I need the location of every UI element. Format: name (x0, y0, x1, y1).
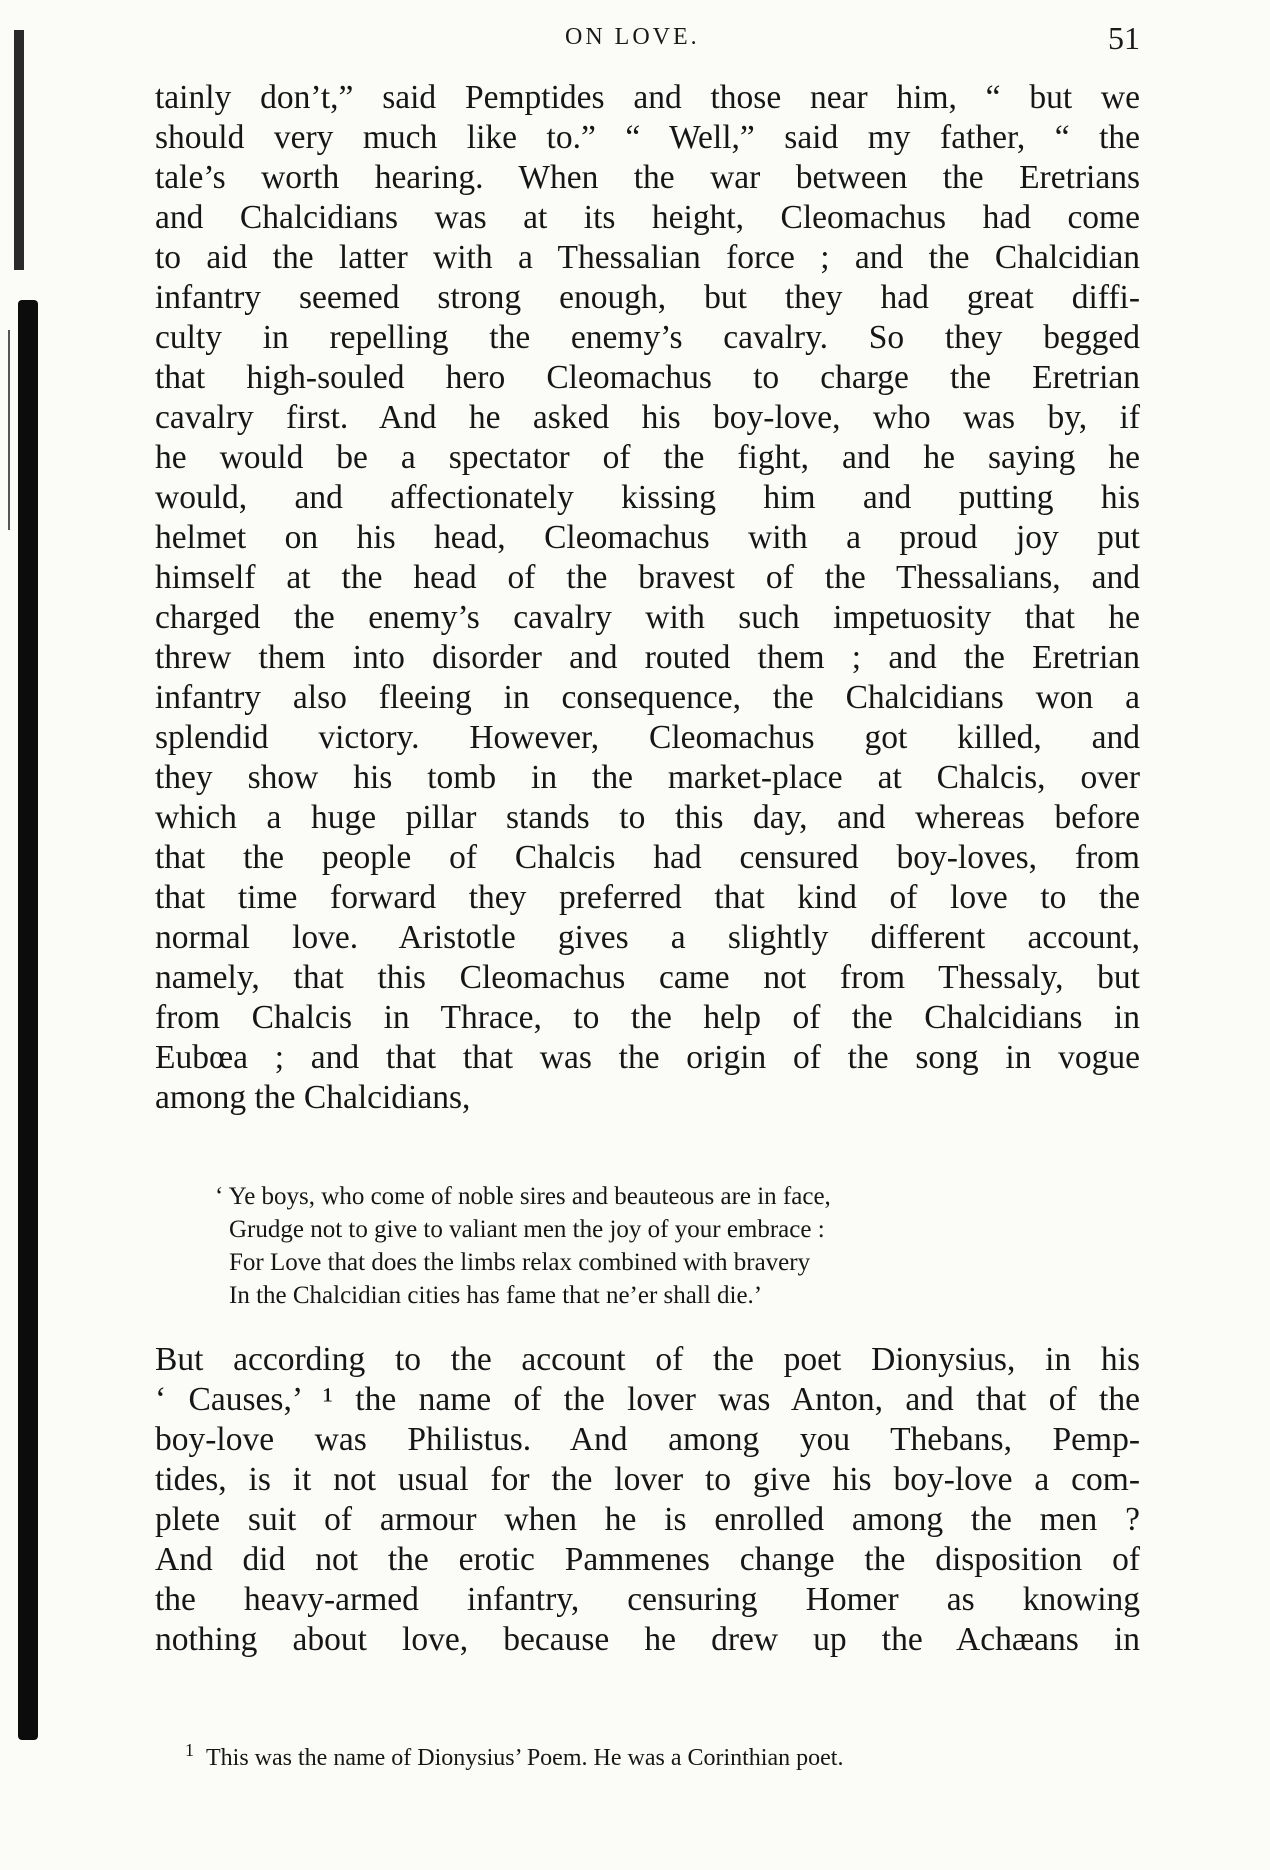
text-line: culty in repelling the enemy’s cavalry. So they begged (155, 319, 1140, 356)
text-line: But according to the account of the poet Dionysius, in his (155, 1341, 1140, 1378)
text-line: And did not the erotic Pammenes change the disposition of (155, 1541, 1140, 1578)
verse-quotation (215, 1180, 1045, 1312)
text-line: normal love. Aristotle gives a slightly different account, (155, 919, 1140, 956)
text-line: they show his tomb in the market-place at Chalcis, over (155, 759, 1140, 796)
text-line: to aid the latter with a Thessalian force ; and the Chalcidian (155, 239, 1140, 276)
page-binding-edge (0, 0, 60, 1870)
text-line: and Chalcidians was at its height, Cleomachus had come (155, 199, 1140, 236)
text-line: Eubœa ; and that that was the origin of the song in vogue (155, 1039, 1140, 1076)
running-title: ON LOVE. (565, 24, 700, 50)
text-line: tainly don’t,” said Pemptides and those near him, “ but we (155, 79, 1140, 116)
text-line: that the people of Chalcis had censured boy-loves, from (155, 839, 1140, 876)
text-line: threw them into disorder and routed them ; and the Eretrian (155, 639, 1140, 676)
text-line: ‘ Causes,’ ¹ the name of the lover was Anton, and that of the (155, 1381, 1140, 1418)
text-line: infantry seemed strong enough, but they had great diffi- (155, 279, 1140, 316)
text-line: from Chalcis in Thrace, to the help of the Chalcidians in (155, 999, 1140, 1036)
text-line: plete suit of armour when he is enrolled among the men ? (155, 1501, 1140, 1538)
verse-line: Grudge not to give to valiant men the joy of your embrace : (229, 1216, 825, 1243)
text-line: he would be a spectator of the fight, and he saying he (155, 439, 1140, 476)
book-page (155, 0, 1140, 1870)
text-line: that high-souled hero Cleomachus to charge the Eretrian (155, 359, 1140, 396)
text-line: namely, that this Cleomachus came not from Thessaly, but (155, 959, 1140, 996)
text-line: himself at the head of the bravest of the Thessalians, and (155, 559, 1140, 596)
text-line: would, and affectionately kissing him and putting his (155, 479, 1140, 516)
text-line: infantry also fleeing in consequence, the Chalcidians won a (155, 679, 1140, 716)
text-line: should very much like to.” “ Well,” said my father, “ the (155, 119, 1140, 156)
binding-shadow (18, 300, 38, 1740)
page-number: 51 (1108, 20, 1140, 56)
main-paragraph (155, 78, 1140, 1118)
text-line: nothing about love, because he drew up the Achæans in (155, 1621, 1140, 1658)
text-line: tides, is it not usual for the lover to give his boy-love a com- (155, 1461, 1140, 1498)
verse-line: For Love that does the limbs relax combined with bravery (229, 1249, 811, 1276)
second-paragraph (155, 1340, 1140, 1660)
binding-speck (8, 330, 10, 530)
running-head (155, 18, 1140, 62)
footnote-text: This was the name of Dionysius’ Poem. He was a Corinthian poet. (206, 1745, 844, 1771)
text-line: tale’s worth hearing. When the war between the Eretrians (155, 159, 1140, 196)
text-line: which a huge pillar stands to this day, and whereas before (155, 799, 1140, 836)
footnote-marker: 1 (185, 1740, 194, 1760)
binding-shadow-top (14, 30, 24, 270)
text-line: charged the enemy’s cavalry with such impetuosity that he (155, 599, 1140, 636)
verse-line: ‘ Ye boys, who come of noble sires and beauteous are in face, (215, 1183, 831, 1210)
text-line: helmet on his head, Cleomachus with a proud joy put (155, 519, 1140, 556)
verse-line: In the Chalcidian cities has fame that ne’er shall die.’ (229, 1282, 763, 1309)
text-line: the heavy-armed infantry, censuring Homer as knowing (155, 1581, 1140, 1618)
text-line: that time forward they preferred that kind of love to the (155, 879, 1140, 916)
text-line: among the Chalcidians, (155, 1079, 471, 1116)
text-line: boy-love was Philistus. And among you Thebans, Pemp- (155, 1421, 1140, 1458)
footnote (185, 1740, 1140, 1772)
text-line: cavalry first. And he asked his boy-love, who was by, if (155, 399, 1140, 436)
text-line: splendid victory. However, Cleomachus got killed, and (155, 719, 1140, 756)
